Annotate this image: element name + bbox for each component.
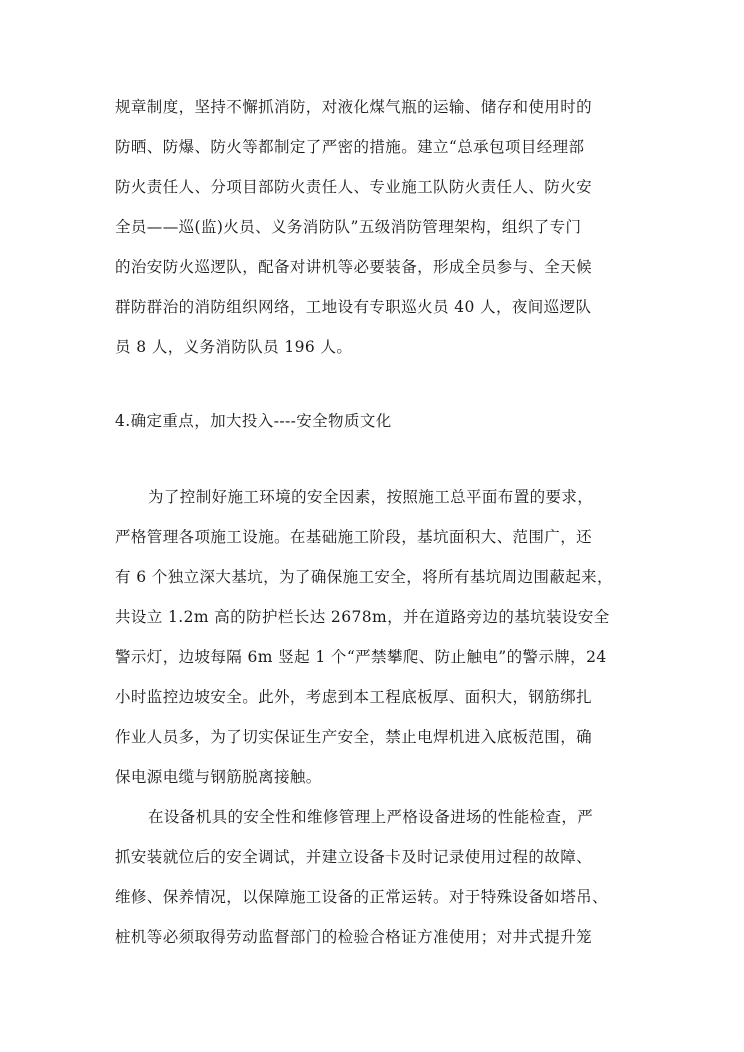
paragraph-line: 抓安装就位后的安全调试，并建立设备卡及时记录使用过程的故障、 (115, 848, 593, 866)
paragraph-line: 共设立 1.2m 高的防护栏长达 2678m，并在道路旁边的基坑装设安全 (115, 608, 610, 626)
paragraph-line: 员 8 人，义务消防队员 196 人。 (115, 338, 353, 356)
paragraph-line: 小时监控边坡安全。此外，考虑到本工程底板厚、面积大，钢筋绑扎 (115, 688, 593, 706)
paragraph-line: 保电源电缆与钢筋脱离接触。 (115, 768, 322, 786)
paragraph-line: 在设备机具的安全性和维修管理上严格设备进场的性能检查，严 (148, 808, 594, 826)
paragraph-line: 的治安防火巡逻队，配备对讲机等必要装备，形成全员参与、全天候 (115, 258, 593, 276)
paragraph-line: 为了控制好施工环境的安全因素，按照施工总平面布置的要求， (148, 488, 594, 506)
paragraph-line: 维修、保养情况，以保障施工设备的正常运转。对于特殊设备如塔吊、 (115, 888, 608, 906)
paragraph-line: 桩机等必须取得劳动监督部门的检验合格证方准使用；对井式提升笼 (115, 928, 593, 946)
paragraph-line: 严格管理各项施工设施。在基础施工阶段，基坑面积大、范围广，还 (115, 528, 593, 546)
section-heading: 4.确定重点，加大投入----安全物质文化 (115, 412, 392, 430)
paragraph-line: 防火责任人、分项目部防火责任人、专业施工队防火责任人、防火安 (115, 178, 593, 196)
paragraph-line: 全员——巡(监)火员、义务消防队”五级消防管理架构，组织了专门 (115, 218, 582, 236)
paragraph-line: 规章制度，坚持不懈抓消防，对液化煤气瓶的运输、储存和使用时的 (115, 98, 593, 116)
paragraph-line: 警示灯，边坡每隔 6m 竖起 1 个“严禁攀爬、防止触电”的警示牌，24 (115, 648, 607, 666)
paragraph-line: 作业人员多，为了切实保证生产安全，禁止电焊机进入底板范围，确 (115, 728, 593, 746)
paragraph-line: 群防群治的消防组织网络，工地设有专职巡火员 40 人，夜间巡逻队 (115, 298, 592, 316)
paragraph-line: 防晒、防爆、防火等都制定了严密的措施。建立“总承包项目经理部 (115, 138, 585, 156)
paragraph-line: 有 6 个独立深大基坑，为了确保施工安全，将所有基坑周边围蔽起来， (115, 568, 613, 586)
